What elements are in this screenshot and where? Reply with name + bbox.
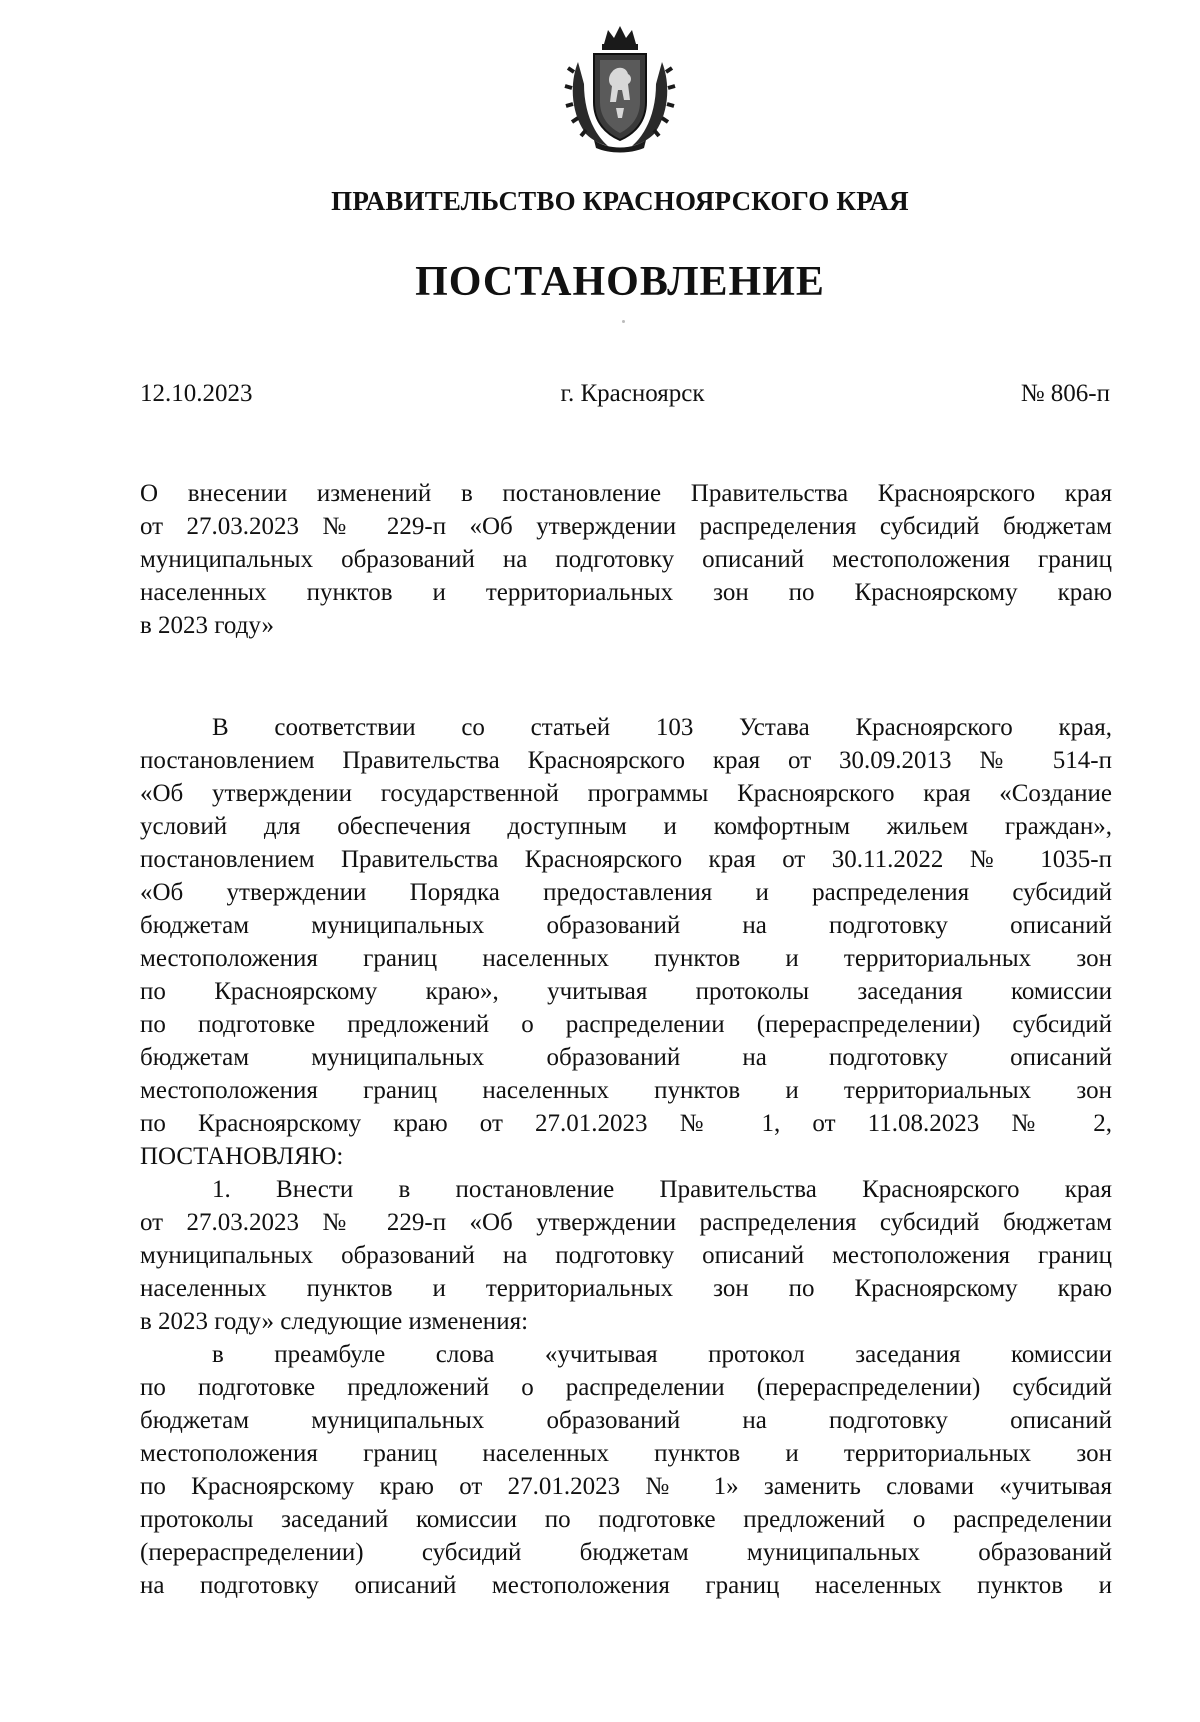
body-line: населенных пунктов и территориальных зон по Красноярскому краю: [140, 1275, 1112, 1302]
document-date: 12.10.2023: [140, 380, 253, 407]
subject-line: населенных пунктов и территориальных зон по Красноярскому краю: [140, 579, 1112, 606]
coat-of-arms-icon: [564, 22, 676, 154]
body-line: муниципальных образований на подготовку описаний местоположения границ: [140, 1242, 1112, 1269]
body-line: по подготовке предложений о распределении (перераспределении) субсидий: [140, 1011, 1112, 1038]
body-line: постановлением Правительства Красноярского края от 30.11.2022 № 1035-п: [140, 846, 1112, 873]
body-line: 1. Внести в постановление Правительства Красноярского края: [212, 1176, 1112, 1203]
body-line: местоположения границ населенных пунктов и территориальных зон: [140, 945, 1112, 972]
document-body: [140, 711, 1112, 1602]
government-title: ПРАВИТЕЛЬСТВО КРАСНОЯРСКОГО КРАЯ: [331, 186, 909, 216]
body-line: условий для обеспечения доступным и комфортным жильем граждан»,: [140, 813, 1112, 840]
body-line: местоположения границ населенных пунктов и территориальных зон: [140, 1077, 1112, 1104]
body-line: бюджетам муниципальных образований на подготовку описаний: [140, 1044, 1112, 1071]
scan-artifact: [622, 320, 625, 323]
subject-line: в 2023 году»: [140, 612, 275, 639]
body-line: В соответствии со статьей 103 Устава Красноярского края,: [212, 714, 1112, 741]
document-subject: [140, 477, 1112, 642]
body-line: на подготовку описаний местоположения границ населенных пунктов и: [140, 1572, 1112, 1599]
body-line: местоположения границ населенных пунктов и территориальных зон: [140, 1440, 1112, 1467]
body-line: по Красноярскому краю», учитывая протоколы заседания комиссии: [140, 978, 1112, 1005]
document-meta-row: [140, 380, 1110, 414]
body-line: (перераспределении) субсидий бюджетам муниципальных образований: [140, 1539, 1112, 1566]
body-line: «Об утверждении Порядка предоставления и распределения субсидий: [140, 879, 1112, 906]
body-line: по Красноярскому краю от 27.01.2023 № 1, от 11.08.2023 № 2,: [140, 1110, 1112, 1137]
body-line: в преамбуле слова «учитывая протокол заседания комиссии: [212, 1341, 1112, 1368]
subject-line: О внесении изменений в постановление Правительства Красноярского края: [140, 480, 1112, 507]
body-line: бюджетам муниципальных образований на подготовку описаний: [140, 1407, 1112, 1434]
body-line: по Красноярскому краю от 27.01.2023 № 1» заменить словами «учитывая: [140, 1473, 1112, 1500]
body-line: «Об утверждении государственной программы Красноярского края «Создание: [140, 780, 1112, 807]
subject-line: от 27.03.2023 № 229-п «Об утверждении распределения субсидий бюджетам: [140, 513, 1112, 540]
body-line: по подготовке предложений о распределении (перераспределении) субсидий: [140, 1374, 1112, 1401]
document-city: г. Красноярск: [560, 380, 705, 407]
body-line: протоколы заседаний комиссии по подготовке предложений о распределении: [140, 1506, 1112, 1533]
document-number: № 806-п: [1020, 380, 1110, 407]
document-type-title: ПОСТАНОВЛЕНИЕ: [415, 259, 825, 305]
body-line: от 27.03.2023 № 229-п «Об утверждении распределения субсидий бюджетам: [140, 1209, 1112, 1236]
subject-line: муниципальных образований на подготовку описаний местоположения границ: [140, 546, 1112, 573]
body-line: ПОСТАНОВЛЯЮ:: [140, 1143, 344, 1170]
body-line: в 2023 году» следующие изменения:: [140, 1308, 529, 1335]
body-line: постановлением Правительства Красноярского края от 30.09.2013 № 514-п: [140, 747, 1112, 774]
body-line: бюджетам муниципальных образований на подготовку описаний: [140, 912, 1112, 939]
